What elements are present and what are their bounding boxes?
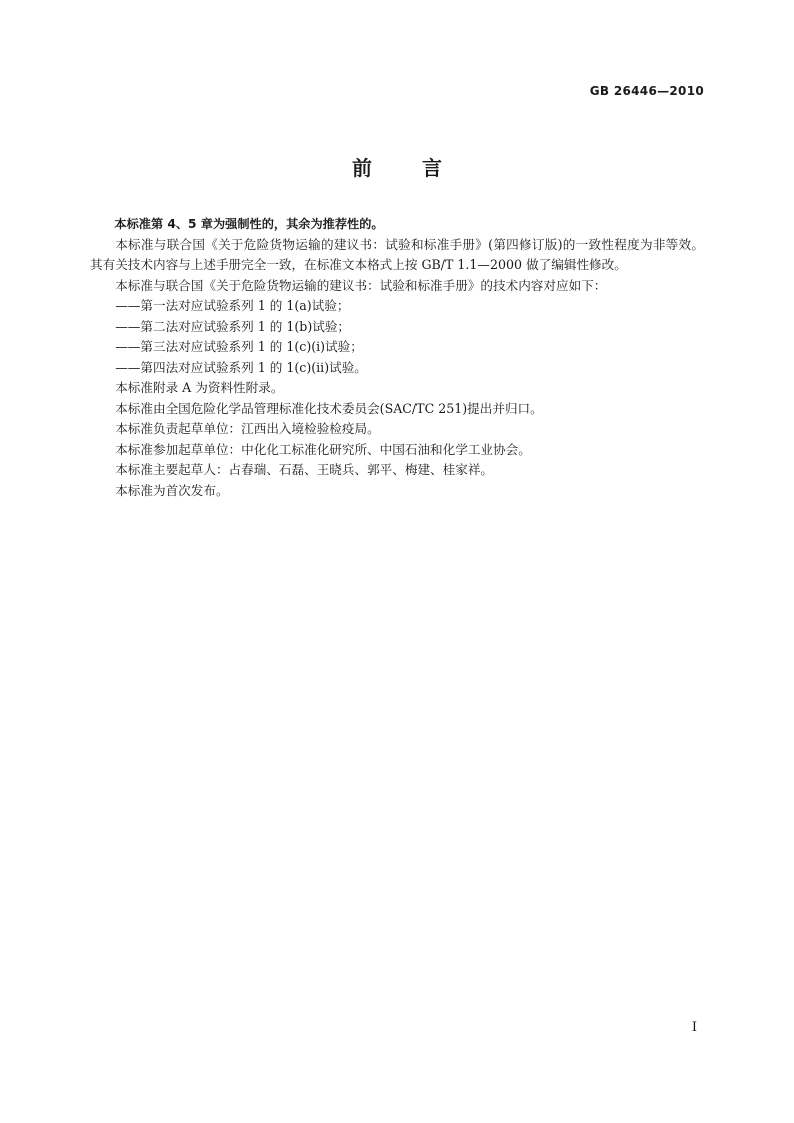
paragraph-first-release: 本标准为首次发布。 (115, 482, 229, 498)
list-item (90, 317, 704, 338)
list-item (90, 337, 704, 358)
standard-code-prefix: GB (589, 84, 610, 98)
paragraph-mandatory-clause: 本标准第 4、5 章为强制性的，其余为推荐性的。 (114, 217, 384, 231)
list-item (90, 358, 704, 379)
foreword-body (90, 214, 704, 501)
list-item-text: 第四法对应试验系列 1 的 1(c)(ii)试验。 (140, 359, 367, 375)
paragraph-correspondence-intro: 本标准与联合国《关于危险货物运输的建议书：试验和标准手册》的技术内容对应如下： (115, 277, 607, 293)
paragraph-proposer: 本标准由全国危险化学品管理标准化技术委员会(SAC/TC 251)提出并归口。 (115, 400, 543, 416)
title-char-1: 前 (352, 156, 372, 180)
dash-mark: —— (115, 359, 141, 375)
list-item (90, 296, 704, 317)
title-char-2: 言 (422, 156, 442, 180)
list-item-text: 第三法对应试验系列 1 的 1(c)(i)试验； (140, 339, 363, 354)
paragraph-lead-drafter: 本标准负责起草单位：江西出入境检验检疫局。 (115, 421, 380, 436)
standard-code-number: 26446—2010 (613, 84, 704, 98)
paragraph-equivalence: 本标准与联合国《关于危险货物运输的建议书：试验和标准手册》(第四修订版)的一致性程度为非等效。其有关技术内容与上述手册完全一致，在标准文本格式上按 GB/T 1.1—2000 做了编辑性修改。 (90, 236, 704, 272)
list-item-text: 第一法对应试验系列 1 的 1(a)试验； (140, 298, 350, 313)
paragraph-appendix: 本标准附录 A 为资料性附录。 (115, 380, 284, 395)
paragraph-main-authors: 本标准主要起草人：占春瑞、石磊、王晓兵、郭平、梅建、桂家祥。 (115, 462, 493, 477)
dash-mark: —— (115, 318, 141, 334)
standard-code (590, 84, 704, 98)
dash-mark: —— (115, 339, 141, 354)
page-title (0, 152, 794, 181)
dash-mark: —— (115, 298, 141, 313)
paragraph-participating-drafters: 本标准参加起草单位：中化化工标准化研究所、中国石油和化学工业协会。 (115, 441, 531, 457)
list-item-text: 第二法对应试验系列 1 的 1(b)试验； (140, 318, 351, 334)
page-number: I (691, 1020, 697, 1035)
